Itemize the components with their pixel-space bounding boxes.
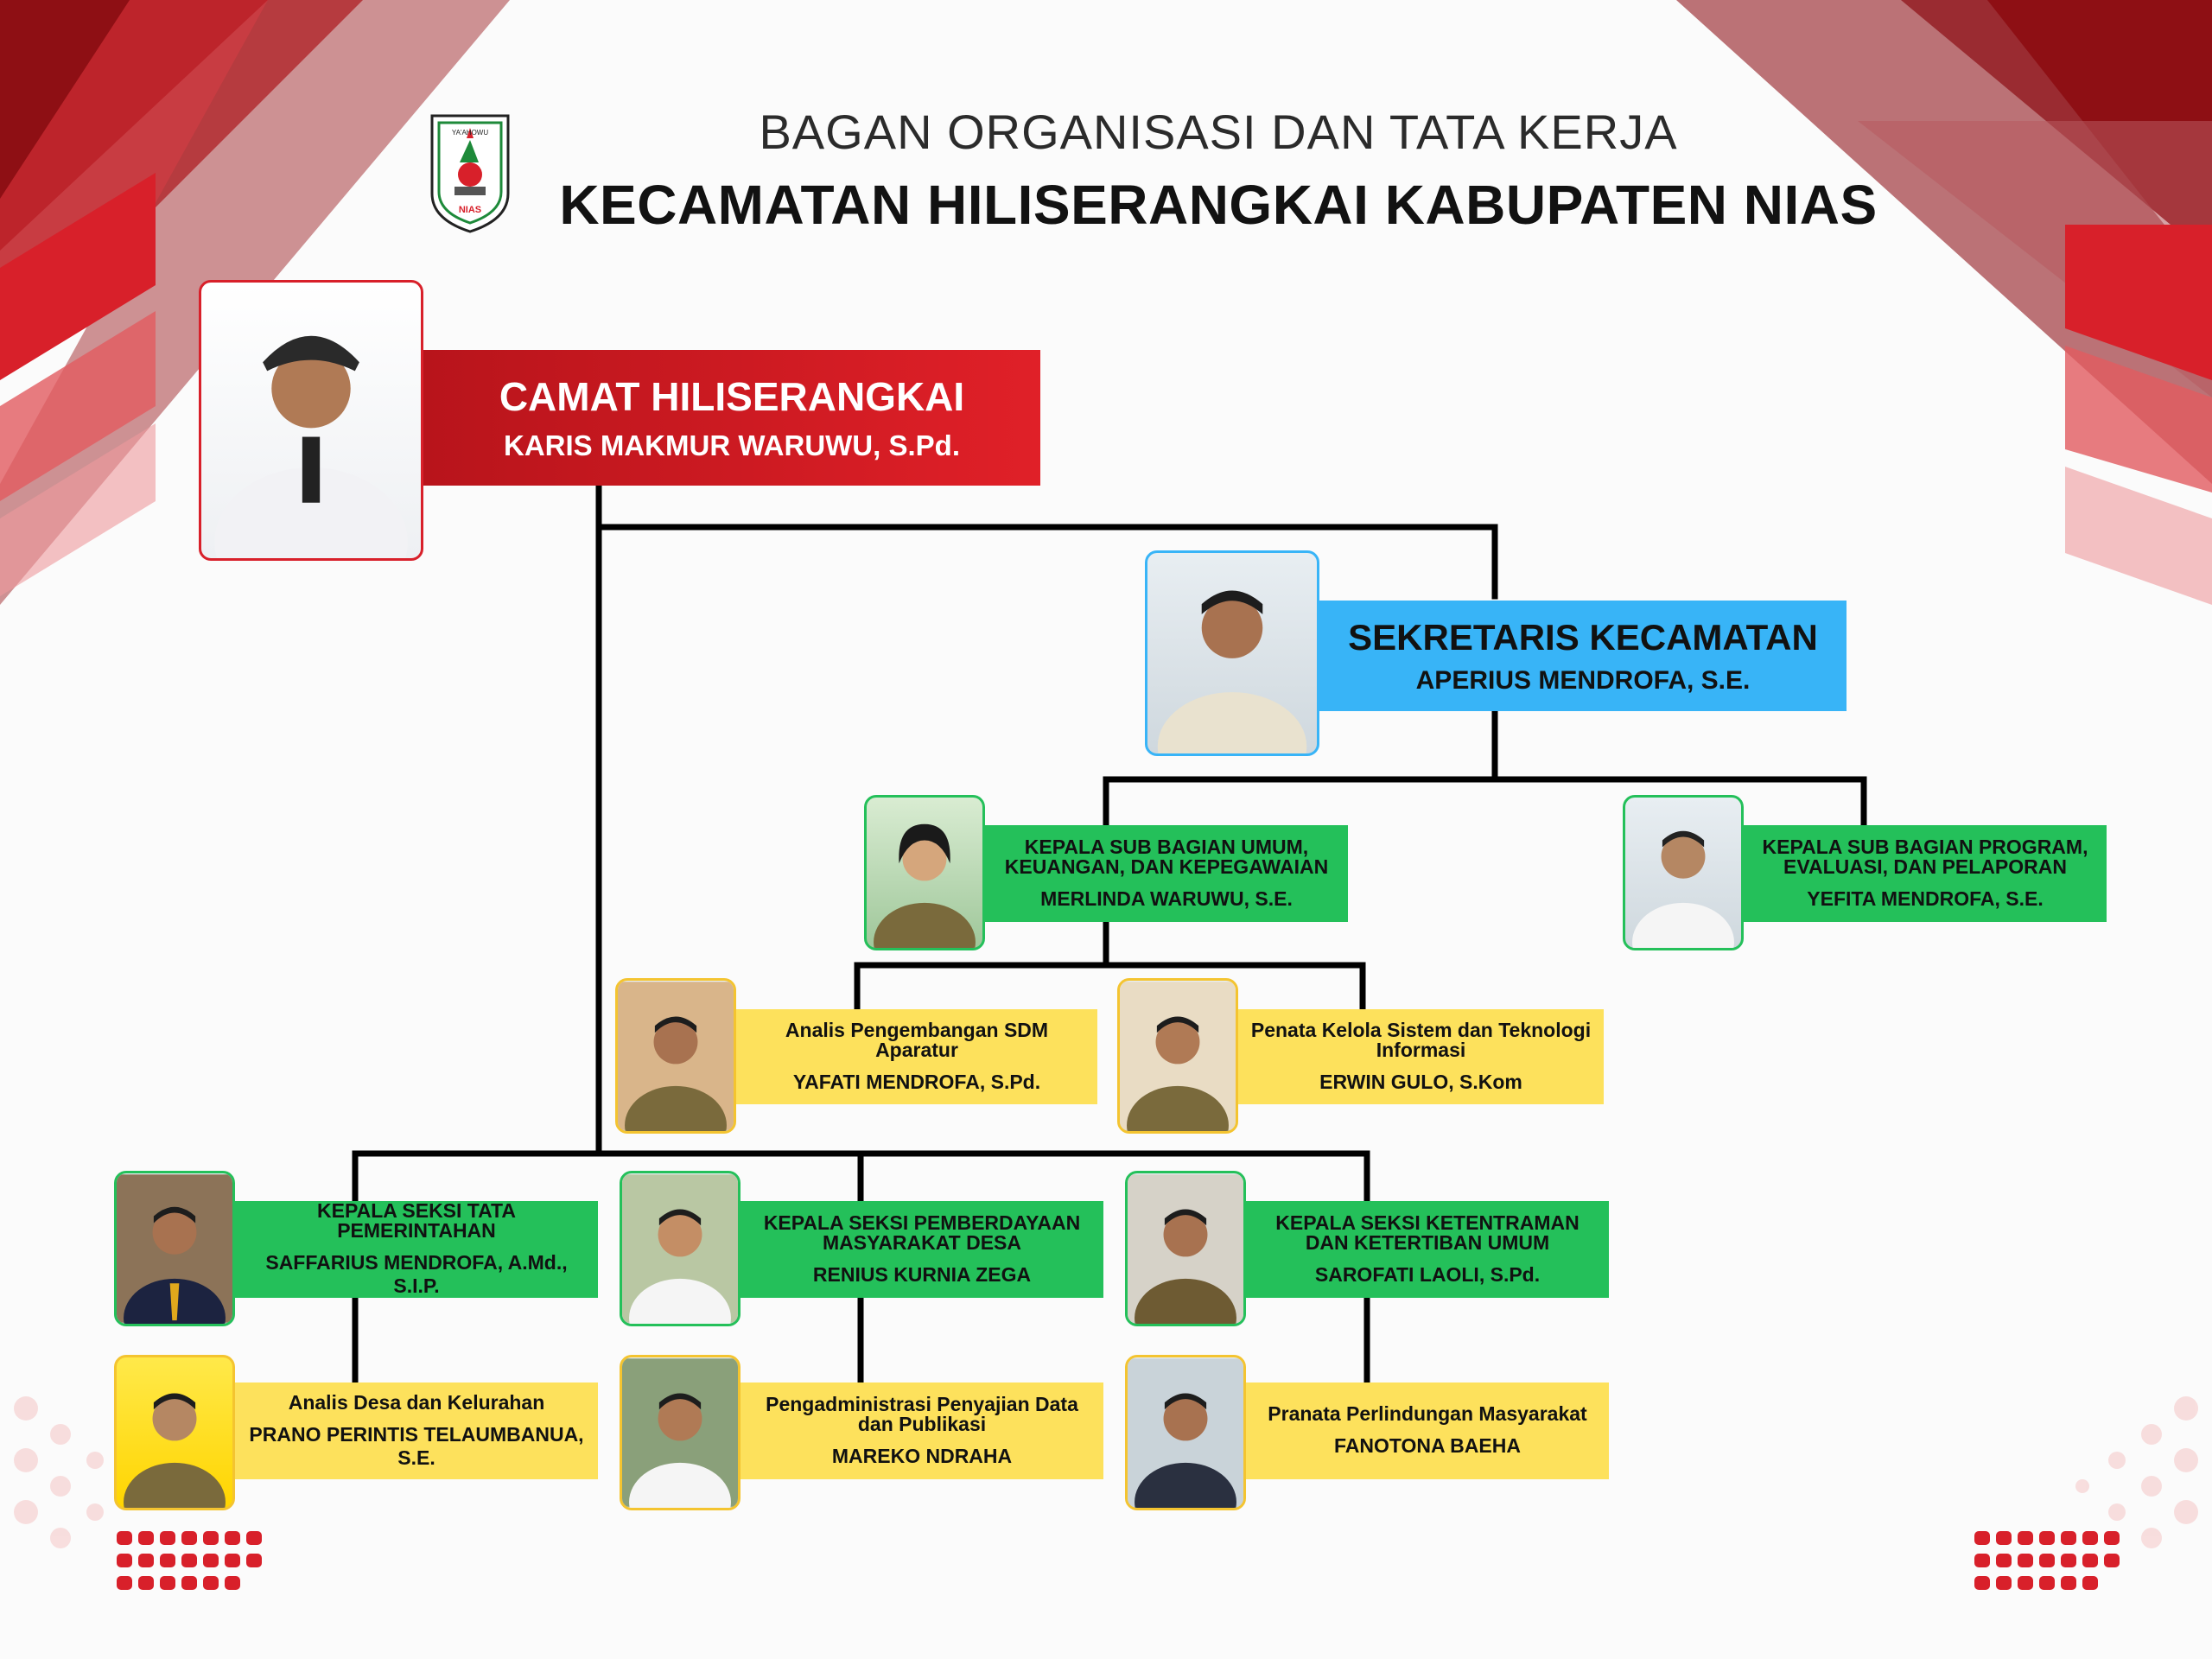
- kasi-trantib-photo: [1125, 1171, 1246, 1326]
- kasi-pemerintahan-photo: [114, 1171, 235, 1326]
- camat-name: KARIS MAKMUR WARUWU, S.Pd.: [504, 429, 960, 462]
- pengadministrasi-box: [741, 1382, 1103, 1479]
- kasi-trantib-name: SAROFATI LAOLI, S.Pd.: [1314, 1262, 1541, 1286]
- penata-ti-name: ERWIN GULO, S.Kom: [1319, 1070, 1522, 1093]
- analis-sdm-box: [736, 1009, 1097, 1104]
- pranata-photo: [1125, 1355, 1246, 1510]
- analis-desa-box: [235, 1382, 598, 1479]
- kasi-trantib-title: KEPALA SEKSI KETENTRAMAN DAN KETERTIBAN UMUM: [1275, 1211, 1580, 1254]
- kasubag-program-name: YEFITA MENDROFA, S.E.: [1807, 887, 2044, 910]
- pengadministrasi-title: Pengadministrasi Penyajian Data dan Publikasi: [766, 1392, 1078, 1435]
- kasi-pmd-photo: [620, 1171, 741, 1326]
- camat-box: [423, 350, 1040, 486]
- pranata-name: FANOTONA BAEHA: [1334, 1434, 1521, 1457]
- kasubag-program-photo: [1623, 795, 1744, 950]
- kasi-pemerintahan-box: [235, 1201, 598, 1298]
- kasubag-umum-box: [985, 825, 1348, 922]
- page-title: KECAMATAN HILISERANGKAI KABUPATEN NIAS: [559, 174, 1878, 236]
- camat-title: CAMAT HILISERANGKAI: [499, 373, 965, 419]
- sekretaris-box: [1319, 601, 1847, 711]
- sekretaris-photo: [1145, 550, 1319, 756]
- pengadministrasi-name: MAREKO NDRAHA: [831, 1444, 1013, 1467]
- kasubag-umum-title: KEPALA SUB BAGIAN UMUM, KEUANGAN, DAN KEPEGAWAIAN: [1004, 835, 1329, 878]
- kasi-pmd-box: [741, 1201, 1103, 1298]
- sekretaris-name: APERIUS MENDROFA, S.E.: [1415, 666, 1751, 696]
- kasubag-umum-photo: [864, 795, 985, 950]
- pengadministrasi-photo: [620, 1355, 741, 1510]
- kasubag-program-box: [1744, 825, 2107, 922]
- pranata-title: Pranata Perlindungan Masyarakat: [1268, 1402, 1587, 1425]
- camat-photo: [199, 280, 423, 561]
- logo-top-text: YA'AHOWU: [451, 129, 489, 137]
- analis-sdm-name: YAFATI MENDROFA, S.Pd.: [792, 1070, 1041, 1093]
- penata-ti-photo: [1117, 978, 1238, 1134]
- analis-desa-name: PRANO PERINTIS TELAUMBANUA, S.E.: [249, 1422, 584, 1469]
- pranata-box: [1246, 1382, 1609, 1479]
- kasi-pemerintahan-name: SAFFARIUS MENDROFA, A.Md., S.I.P.: [265, 1251, 568, 1297]
- kasi-trantib-box: [1246, 1201, 1609, 1298]
- kasubag-umum-name: MERLINDA WARUWU, S.E.: [1040, 887, 1293, 910]
- page-subtitle: BAGAN ORGANISASI DAN TATA KERJA: [759, 105, 1678, 159]
- kasi-pemerintahan-title: KEPALA SEKSI TATA PEMERINTAHAN: [317, 1199, 516, 1242]
- nias-regency-logo: [425, 111, 515, 235]
- logo-bottom-text: NIAS: [458, 205, 482, 215]
- analis-sdm-photo: [615, 978, 736, 1134]
- penata-ti-box: [1238, 1009, 1604, 1104]
- kasi-pmd-title: KEPALA SEKSI PEMBERDAYAAN MASYARAKAT DESA: [763, 1211, 1081, 1254]
- analis-desa-photo: [114, 1355, 235, 1510]
- analis-sdm-title: Analis Pengembangan SDM Aparatur: [785, 1018, 1049, 1061]
- sekretaris-title: SEKRETARIS KECAMATAN: [1348, 616, 1818, 658]
- analis-desa-title: Analis Desa dan Kelurahan: [288, 1390, 545, 1414]
- kasubag-program-title: KEPALA SUB BAGIAN PROGRAM, EVALUASI, DAN PELAPORAN: [1762, 835, 2088, 878]
- kasi-pmd-name: RENIUS KURNIA ZEGA: [812, 1262, 1032, 1286]
- penata-ti-title: Penata Kelola Sistem dan Teknologi Informasi: [1250, 1018, 1592, 1061]
